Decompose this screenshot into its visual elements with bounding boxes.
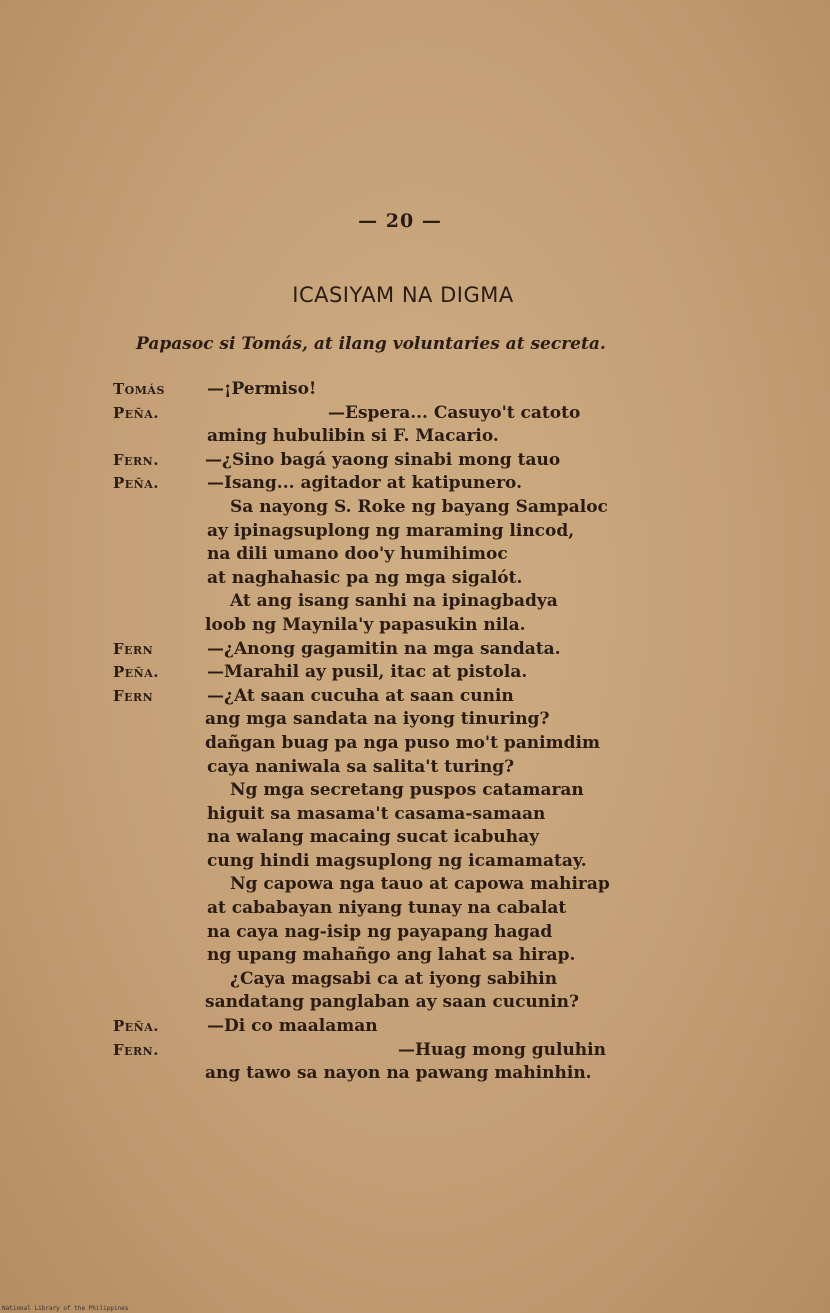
dialogue-line: [0, 803, 830, 827]
dialogue-text: cung hindi magsuplong ng icamamatay.: [207, 850, 587, 871]
dialogue-text: Ng mga secretang puspos catamaran: [230, 780, 584, 801]
dialogue-text: na caya nag-isip ng payapang hagad: [207, 921, 553, 942]
stage-direction: Papasoc si Tomás, at ilang voluntaries at secreta.: [136, 334, 606, 354]
dialogue-text: ang mga sandata na iyong tinuring?: [205, 709, 550, 730]
dialogue-line: [0, 402, 830, 426]
dialogue-text: ¿Caya magsabi ca at iyong sabihin: [230, 968, 558, 989]
dialogue-text: —¡Permiso!: [207, 379, 317, 399]
dialogue-text: at naghahasic pa ng mga sigalót.: [207, 567, 523, 588]
dialogue-line: [0, 1039, 830, 1063]
chapter-title: ICASIYAM NA DIGMA: [292, 283, 514, 307]
dialogue-text: sandatang panglaban ay saan cucunin?: [205, 992, 579, 1013]
dialogue-line: [0, 968, 830, 992]
speaker-name: Fern: [113, 686, 154, 705]
dialogue-line: [0, 944, 830, 968]
dialogue-text: na dili umano doo'y humihimoc: [207, 544, 508, 565]
dialogue-line: [0, 873, 830, 897]
dialogue-text: —Espera... Casuyo't catoto: [328, 402, 581, 423]
dialogue-line: [0, 756, 830, 780]
dialogue-text: —¿Anong gagamitin na mga sandata.: [207, 638, 561, 659]
footer-credit: National Library of the Philippines: [2, 1305, 129, 1312]
page-number: — 20 —: [358, 210, 442, 232]
dialogue-line: [0, 850, 830, 874]
dialogue-text: ay ipinagsuplong ng maraming lincod,: [207, 520, 575, 541]
dialogue-text: Ng capowa nga tauo at capowa mahirap: [230, 874, 610, 895]
dialogue-block: [0, 378, 830, 1086]
dialogue-line: [0, 732, 830, 756]
dialogue-text: caya naniwala sa salita't turing?: [207, 756, 515, 777]
dialogue-line: [0, 685, 830, 709]
dialogue-text: higuit sa masama't casama-samaan: [207, 803, 546, 824]
dialogue-line: [0, 614, 830, 638]
dialogue-line: [0, 1015, 830, 1039]
dialogue-line: [0, 991, 830, 1015]
dialogue-text: Sa nayong S. Roke ng bayang Sampaloc: [230, 496, 608, 517]
speaker-name: Peña.: [113, 474, 159, 493]
dialogue-line: [0, 378, 830, 402]
dialogue-text: ng upang mahañgo ang lahat sa hirap.: [207, 945, 576, 966]
dialogue-line: [0, 425, 830, 449]
dialogue-line: [0, 567, 830, 591]
dialogue-line: [0, 779, 830, 803]
dialogue-text: aming hubulibin si F. Macario.: [207, 426, 499, 447]
dialogue-text: —Marahil ay pusil, itac at pistola.: [207, 662, 528, 683]
dialogue-text: at cababayan niyang tunay na cabalat: [207, 898, 567, 919]
speaker-name: Peña.: [113, 663, 159, 682]
dialogue-line: [0, 897, 830, 921]
dialogue-line: [0, 826, 830, 850]
dialogue-text: na walang macaing sucat icabuhay: [207, 827, 539, 848]
dialogue-text: —¿Sino bagá yaong sinabi mong tauo: [205, 449, 561, 470]
speaker-name: Fern.: [113, 450, 159, 469]
dialogue-line: [0, 921, 830, 945]
dialogue-line: [0, 638, 830, 662]
dialogue-line: [0, 590, 830, 614]
dialogue-text: —¿At saan cucuha at saan cunin: [207, 685, 514, 706]
dialogue-text: dañgan buag pa nga puso mo't panimdim: [205, 732, 600, 753]
dialogue-text: —Di co maalaman: [207, 1016, 378, 1037]
dialogue-line: [0, 472, 830, 496]
dialogue-text: —Isang... agitador at katipunero.: [207, 473, 523, 494]
speaker-name: Tomás: [113, 380, 165, 398]
speaker-name: Fern: [113, 639, 154, 658]
speaker-name: Peña.: [113, 1017, 159, 1036]
dialogue-line: [0, 449, 830, 473]
dialogue-line: [0, 543, 830, 567]
dialogue-line: [0, 496, 830, 520]
speaker-name: Fern.: [113, 1040, 159, 1059]
dialogue-line: [0, 1062, 830, 1086]
dialogue-line: [0, 708, 830, 732]
dialogue-line: [0, 520, 830, 544]
dialogue-text: At ang isang sanhi na ipinagbadya: [230, 591, 558, 612]
dialogue-line: [0, 661, 830, 685]
dialogue-text: ang tawo sa nayon na pawang mahinhin.: [205, 1063, 592, 1084]
dialogue-text: —Huag mong guluhin: [398, 1039, 606, 1060]
dialogue-text: loob ng Maynila'y papasukin nila.: [205, 614, 526, 635]
speaker-name: Peña.: [113, 403, 159, 422]
